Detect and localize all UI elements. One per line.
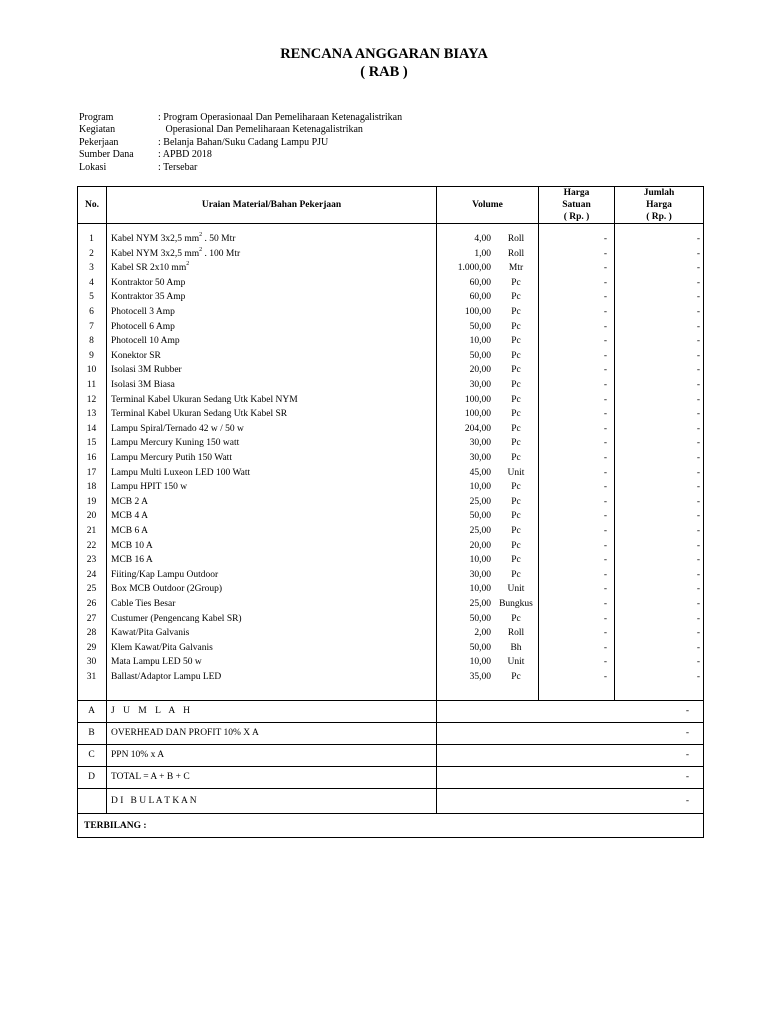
summary-value: - bbox=[685, 706, 689, 716]
item-no: 5 bbox=[89, 292, 94, 303]
info-label: Pekerjaan bbox=[79, 136, 119, 148]
item-harga-satuan: - bbox=[603, 584, 607, 595]
item-jumlah-harga: - bbox=[696, 423, 700, 434]
item-volume: 30,00 bbox=[469, 453, 491, 463]
item-volume: 60,00 bbox=[469, 277, 491, 288]
item-unit: Pc bbox=[511, 365, 521, 376]
item-no: 23 bbox=[86, 555, 97, 566]
item-unit: Pc bbox=[511, 555, 521, 566]
item-volume: 100,00 bbox=[464, 307, 491, 317]
item-harga-satuan: - bbox=[603, 234, 607, 244]
item-volume: 35,00 bbox=[469, 672, 491, 682]
item-unit: Unit bbox=[507, 584, 525, 595]
item-unit: Pc bbox=[511, 292, 521, 303]
item-harga-satuan: - bbox=[603, 599, 607, 609]
item-no: 30 bbox=[86, 657, 97, 668]
item-no: 16 bbox=[86, 453, 97, 463]
item-harga-satuan: - bbox=[603, 453, 607, 463]
item-desc bbox=[111, 261, 189, 276]
item-desc-after: . 50 Mtr bbox=[202, 234, 236, 244]
table-header bbox=[77, 186, 704, 224]
item-volume: 100,00 bbox=[464, 409, 491, 420]
item-harga-satuan: - bbox=[603, 307, 607, 317]
item-no: 20 bbox=[86, 511, 97, 522]
item-desc bbox=[111, 334, 180, 349]
item-harga-satuan: - bbox=[603, 672, 607, 682]
item-desc-sup: 2 bbox=[199, 246, 203, 253]
info-label: Lokasi bbox=[79, 161, 107, 173]
item-desc bbox=[111, 349, 161, 364]
info-value: : Belanja Bahan/Suku Cadang Lampu PJU bbox=[158, 136, 329, 148]
item-desc bbox=[111, 276, 185, 291]
item-desc bbox=[111, 670, 221, 685]
item-volume: 100,00 bbox=[464, 394, 491, 405]
item-unit: Roll bbox=[507, 234, 525, 244]
document-subtitle: ( RAB ) bbox=[360, 64, 408, 80]
header-uraian: Uraian Material/Bahan Pekerjaan bbox=[201, 200, 342, 210]
item-desc bbox=[111, 247, 240, 262]
item-desc bbox=[111, 422, 244, 437]
item-desc bbox=[111, 612, 242, 627]
item-desc-text: Terminal Kabel Ukuran Sedang Utk Kabel SR bbox=[111, 409, 288, 420]
item-volume: 10,00 bbox=[469, 555, 491, 566]
item-desc-after: . 100 Mtr bbox=[202, 248, 241, 259]
info-program bbox=[79, 112, 402, 124]
info-pekerjaan bbox=[79, 137, 402, 149]
item-harga-satuan: - bbox=[603, 321, 607, 332]
item-harga-satuan: - bbox=[603, 642, 607, 653]
item-jumlah-harga: - bbox=[696, 555, 700, 566]
item-unit: Roll bbox=[507, 248, 525, 259]
info-lokasi bbox=[79, 162, 402, 174]
item-volume: 30,00 bbox=[469, 438, 491, 449]
item-jumlah-harga: - bbox=[696, 292, 700, 303]
item-unit: Pc bbox=[511, 496, 521, 507]
item-no: 18 bbox=[86, 482, 97, 493]
item-no: 4 bbox=[89, 277, 94, 288]
item-unit: Pc bbox=[511, 526, 521, 536]
item-desc bbox=[111, 320, 175, 335]
summary-label: A bbox=[88, 706, 95, 716]
item-jumlah-harga: - bbox=[696, 526, 700, 536]
item-unit: Pc bbox=[511, 672, 521, 682]
header-jumlah-harga bbox=[615, 187, 703, 223]
summary-row-c bbox=[77, 744, 704, 767]
item-desc-text: Ballast/Adaptor Lampu LED bbox=[111, 672, 222, 682]
item-harga-satuan: - bbox=[603, 511, 607, 522]
item-unit: Bungkus bbox=[499, 599, 533, 609]
header-text: ( Rp. ) bbox=[563, 212, 590, 222]
item-volume: 30,00 bbox=[469, 569, 491, 580]
item-jumlah-harga: - bbox=[696, 394, 700, 405]
item-jumlah-harga: - bbox=[696, 336, 700, 347]
item-no: 7 bbox=[89, 321, 94, 332]
item-volume: 60,00 bbox=[469, 292, 491, 303]
header-no: No. bbox=[85, 200, 99, 210]
item-jumlah-harga: - bbox=[696, 569, 700, 580]
header-text: Jumlah bbox=[643, 188, 675, 198]
item-unit: Pc bbox=[511, 409, 521, 420]
item-desc bbox=[111, 509, 148, 524]
summary-label: C bbox=[88, 750, 95, 760]
item-unit: Pc bbox=[511, 380, 521, 390]
item-unit: Unit bbox=[507, 657, 525, 668]
item-jumlah-harga: - bbox=[696, 263, 700, 274]
summary-value: - bbox=[685, 750, 689, 760]
item-harga-satuan: - bbox=[603, 380, 607, 390]
header-text: Harga bbox=[563, 188, 590, 198]
info-label: Program bbox=[79, 112, 114, 123]
item-desc-sup: 2 bbox=[199, 232, 203, 238]
item-no: 12 bbox=[86, 394, 97, 405]
item-unit: Roll bbox=[507, 628, 525, 639]
item-no: 9 bbox=[89, 350, 94, 361]
summary-desc: OVERHEAD DAN PROFIT 10% X A bbox=[111, 728, 259, 738]
item-jumlah-harga: - bbox=[696, 482, 700, 493]
item-unit: Pc bbox=[511, 350, 521, 361]
item-volume: 204,00 bbox=[464, 423, 491, 434]
header-harga-satuan bbox=[539, 187, 614, 223]
item-unit: Pc bbox=[511, 540, 521, 551]
item-jumlah-harga: - bbox=[696, 234, 700, 244]
item-volume: 25,00 bbox=[469, 526, 491, 536]
item-harga-satuan: - bbox=[603, 423, 607, 434]
terbilang-label: TERBILANG : bbox=[84, 820, 147, 831]
item-volume: 25,00 bbox=[469, 599, 491, 609]
item-unit: Pc bbox=[511, 423, 521, 434]
item-volume: 10,00 bbox=[469, 482, 491, 493]
item-unit: Pc bbox=[511, 453, 521, 463]
item-volume: 4,00 bbox=[474, 234, 491, 244]
item-desc bbox=[111, 436, 239, 451]
item-desc-text: Lampu Mercury Kuning 150 watt bbox=[111, 438, 240, 449]
item-volume: 50,00 bbox=[469, 511, 491, 522]
item-unit: Pc bbox=[511, 613, 521, 624]
item-desc-sup: 2 bbox=[186, 261, 190, 268]
item-desc bbox=[111, 378, 175, 393]
item-harga-satuan: - bbox=[603, 613, 607, 624]
item-no: 31 bbox=[86, 672, 97, 682]
item-no: 24 bbox=[86, 569, 97, 580]
item-jumlah-harga: - bbox=[696, 599, 700, 609]
item-no: 15 bbox=[86, 438, 97, 449]
summary-desc: J U M L A H bbox=[111, 706, 194, 716]
item-desc-text: Box MCB Outdoor (2Group) bbox=[111, 584, 223, 595]
item-desc bbox=[111, 553, 153, 568]
item-volume: 1,00 bbox=[474, 248, 491, 259]
item-jumlah-harga: - bbox=[696, 409, 700, 420]
item-harga-satuan: - bbox=[603, 336, 607, 347]
item-no: 2 bbox=[89, 248, 94, 259]
item-desc bbox=[111, 582, 222, 597]
item-unit: Pc bbox=[511, 321, 521, 332]
item-no: 3 bbox=[89, 263, 94, 274]
item-jumlah-harga: - bbox=[696, 657, 700, 668]
summary-label bbox=[78, 788, 105, 813]
item-jumlah-harga: - bbox=[696, 321, 700, 332]
item-desc bbox=[111, 480, 187, 495]
item-desc-text: Konektor SR bbox=[111, 350, 161, 361]
item-unit: Pc bbox=[511, 511, 521, 522]
item-jumlah-harga: - bbox=[696, 438, 700, 449]
item-jumlah-harga: - bbox=[696, 613, 700, 624]
item-harga-satuan: - bbox=[603, 467, 607, 478]
item-no: 14 bbox=[86, 423, 97, 434]
item-jumlah-harga: - bbox=[696, 453, 700, 463]
item-desc-text: Kontraktor 50 Amp bbox=[111, 277, 186, 288]
item-desc bbox=[111, 363, 182, 378]
item-desc bbox=[111, 495, 148, 510]
item-volume: 25,00 bbox=[469, 496, 491, 507]
summary-label: B bbox=[88, 728, 95, 738]
item-jumlah-harga: - bbox=[696, 672, 700, 682]
item-no: 21 bbox=[86, 526, 97, 536]
item-harga-satuan: - bbox=[603, 628, 607, 639]
item-unit: Pc bbox=[511, 277, 521, 288]
item-desc-text: Custumer (Pengencang Kabel SR) bbox=[111, 613, 242, 624]
item-harga-satuan: - bbox=[603, 496, 607, 507]
item-jumlah-harga: - bbox=[696, 584, 700, 595]
item-volume: 20,00 bbox=[469, 540, 491, 551]
project-info bbox=[79, 112, 402, 174]
item-unit: Pc bbox=[511, 569, 521, 580]
item-desc bbox=[111, 568, 218, 583]
item-no: 10 bbox=[86, 365, 97, 376]
item-jumlah-harga: - bbox=[696, 496, 700, 507]
item-desc-text: Kabel NYM 3x2,5 mm bbox=[111, 234, 200, 244]
item-no: 28 bbox=[86, 628, 97, 639]
item-desc bbox=[111, 597, 175, 612]
item-harga-satuan: - bbox=[603, 277, 607, 288]
item-no: 27 bbox=[86, 613, 97, 624]
item-desc bbox=[111, 539, 153, 554]
item-unit: Pc bbox=[511, 307, 521, 317]
item-desc-text: Lampu HPIT 150 w bbox=[111, 482, 188, 493]
item-harga-satuan: - bbox=[603, 394, 607, 405]
item-harga-satuan: - bbox=[603, 540, 607, 551]
item-desc-text: Isolasi 3M Biasa bbox=[111, 380, 175, 390]
summary-row-a bbox=[77, 700, 704, 723]
info-value: Operasional Dan Pemeliharaan Ketenagalistrikan bbox=[158, 124, 363, 136]
item-no: 1 bbox=[89, 234, 94, 244]
summary-row-b bbox=[77, 722, 704, 745]
item-desc-text: Terminal Kabel Ukuran Sedang Utk Kabel NYM bbox=[111, 394, 298, 405]
summary-value: - bbox=[685, 772, 689, 782]
item-volume: 50,00 bbox=[469, 613, 491, 624]
item-desc bbox=[111, 290, 185, 305]
summary-value: - bbox=[685, 795, 689, 806]
summary-value: - bbox=[685, 728, 689, 738]
item-desc-text: MCB 2 A bbox=[111, 496, 148, 507]
item-harga-satuan: - bbox=[603, 526, 607, 536]
item-desc bbox=[111, 524, 148, 539]
item-jumlah-harga: - bbox=[696, 277, 700, 288]
item-desc-text: Photocell 6 Amp bbox=[111, 321, 175, 332]
item-volume: 30,00 bbox=[469, 380, 491, 390]
item-desc bbox=[111, 641, 213, 656]
document-title: RENCANA ANGGARAN BIAYA bbox=[280, 46, 488, 62]
item-harga-satuan: - bbox=[603, 350, 607, 361]
summary-desc: TOTAL = A + B + C bbox=[111, 772, 190, 782]
item-desc-text: Cable Ties Besar bbox=[111, 599, 176, 609]
item-jumlah-harga: - bbox=[696, 511, 700, 522]
summary-desc: PPN 10% x A bbox=[111, 750, 165, 760]
info-kegiatan bbox=[79, 124, 402, 136]
item-volume: 2,00 bbox=[474, 628, 491, 639]
item-jumlah-harga: - bbox=[696, 628, 700, 639]
item-desc-text: MCB 4 A bbox=[111, 511, 148, 522]
item-no: 13 bbox=[86, 409, 97, 420]
terbilang-row bbox=[77, 813, 704, 838]
item-jumlah-harga: - bbox=[696, 467, 700, 478]
item-volume: 10,00 bbox=[469, 584, 491, 595]
info-label: Sumber Dana bbox=[79, 149, 134, 161]
item-desc bbox=[111, 407, 287, 422]
item-jumlah-harga: - bbox=[696, 642, 700, 653]
item-harga-satuan: - bbox=[603, 248, 607, 259]
item-no: 29 bbox=[86, 642, 97, 653]
item-unit: Pc bbox=[511, 438, 521, 449]
item-desc bbox=[111, 393, 298, 408]
item-desc bbox=[111, 466, 250, 481]
item-desc bbox=[111, 655, 202, 670]
summary-row-d bbox=[77, 766, 704, 789]
item-volume: 10,00 bbox=[469, 336, 491, 347]
item-desc-text: Mata Lampu LED 50 w bbox=[111, 657, 202, 668]
info-label: Kegiatan bbox=[79, 124, 116, 136]
item-jumlah-harga: - bbox=[696, 365, 700, 376]
item-volume: 50,00 bbox=[469, 321, 491, 332]
item-desc bbox=[111, 305, 175, 320]
item-unit: Mtr bbox=[508, 263, 524, 274]
item-harga-satuan: - bbox=[603, 438, 607, 449]
item-no: 22 bbox=[86, 540, 97, 551]
item-volume: 45,00 bbox=[469, 467, 491, 478]
item-desc-text: Lampu Mercury Putih 150 Watt bbox=[111, 453, 232, 463]
item-no: 8 bbox=[89, 336, 94, 347]
item-unit: Pc bbox=[511, 336, 521, 347]
item-desc-text: MCB 16 A bbox=[111, 555, 153, 566]
item-no: 26 bbox=[86, 599, 97, 609]
item-no: 17 bbox=[86, 467, 97, 478]
item-desc bbox=[111, 232, 235, 247]
item-unit: Bh bbox=[510, 642, 522, 653]
info-value: : Program Operasionaal Dan Pemeliharaan Ketenagalistrikan bbox=[158, 112, 403, 123]
item-volume: 10,00 bbox=[469, 657, 491, 668]
item-jumlah-harga: - bbox=[696, 307, 700, 317]
item-desc-text: Fiiting/Kap Lampu Outdoor bbox=[111, 569, 219, 580]
header-volume: Volume bbox=[472, 200, 503, 210]
header-text: Harga bbox=[646, 200, 672, 210]
item-desc bbox=[111, 626, 189, 641]
item-harga-satuan: - bbox=[603, 482, 607, 493]
item-harga-satuan: - bbox=[603, 365, 607, 376]
info-value: : Tersebar bbox=[158, 161, 198, 173]
item-no: 6 bbox=[89, 307, 94, 317]
item-volume: 50,00 bbox=[469, 642, 491, 653]
summary-desc: D I B U L A T K A N bbox=[111, 795, 197, 806]
item-desc-text: Photocell 10 Amp bbox=[111, 336, 180, 347]
item-jumlah-harga: - bbox=[696, 350, 700, 361]
item-desc-text: Lampu Multi Luxeon LED 100 Watt bbox=[111, 467, 251, 478]
header-text: Satuan bbox=[562, 200, 591, 210]
item-desc-text: Kabel SR 2x10 mm bbox=[111, 263, 187, 274]
item-harga-satuan: - bbox=[603, 657, 607, 668]
info-sumber-dana bbox=[79, 149, 402, 161]
item-harga-satuan: - bbox=[603, 263, 607, 274]
item-desc-text: MCB 6 A bbox=[111, 526, 148, 536]
item-unit: Unit bbox=[507, 467, 525, 478]
item-harga-satuan: - bbox=[603, 569, 607, 580]
item-harga-satuan: - bbox=[603, 292, 607, 303]
item-desc-text: MCB 10 A bbox=[111, 540, 153, 551]
item-jumlah-harga: - bbox=[696, 380, 700, 390]
item-jumlah-harga: - bbox=[696, 248, 700, 259]
item-volume: 1.000,00 bbox=[457, 263, 491, 274]
item-desc-text: Isolasi 3M Rubber bbox=[111, 365, 182, 376]
item-desc-text: Photocell 3 Amp bbox=[111, 307, 175, 317]
item-desc-text: Lampu Spiral/Ternado 42 w / 50 w bbox=[111, 423, 244, 434]
item-unit: Pc bbox=[511, 482, 521, 493]
item-desc-text: Kabel NYM 3x2,5 mm bbox=[111, 248, 200, 259]
item-no: 25 bbox=[86, 584, 97, 595]
item-desc-text: Kontraktor 35 Amp bbox=[111, 292, 186, 303]
item-desc-text: Klem Kawat/Pita Galvanis bbox=[111, 642, 213, 653]
item-harga-satuan: - bbox=[603, 555, 607, 566]
item-volume: 20,00 bbox=[469, 365, 491, 376]
item-desc-text: Kawat/Pita Galvanis bbox=[111, 628, 190, 639]
item-no: 11 bbox=[86, 380, 97, 390]
item-unit: Pc bbox=[511, 394, 521, 405]
summary-row-dibulatkan bbox=[77, 788, 704, 814]
item-harga-satuan: - bbox=[603, 409, 607, 420]
item-desc bbox=[111, 451, 232, 466]
item-volume: 50,00 bbox=[469, 350, 491, 361]
info-value: : APBD 2018 bbox=[158, 149, 212, 161]
item-no: 19 bbox=[86, 496, 97, 507]
summary-label: D bbox=[88, 772, 95, 782]
item-jumlah-harga: - bbox=[696, 540, 700, 551]
header-text: ( Rp. ) bbox=[646, 212, 672, 222]
